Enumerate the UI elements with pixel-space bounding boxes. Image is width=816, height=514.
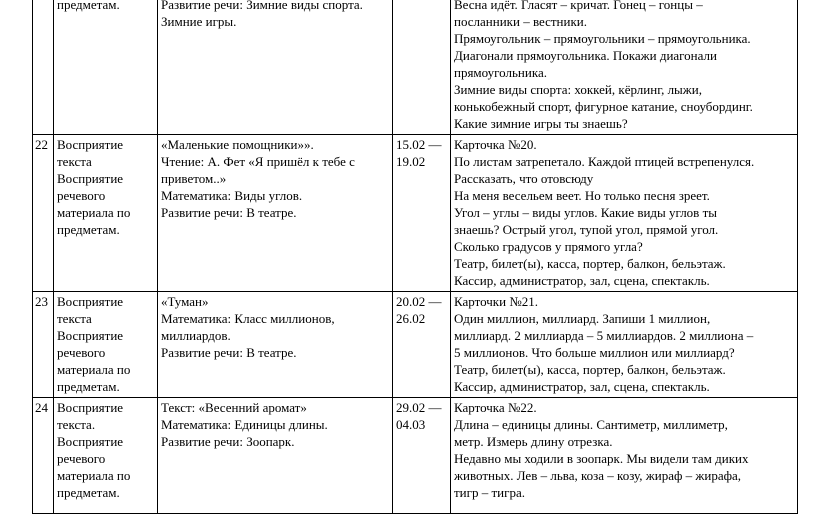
cell-line: речевого — [57, 188, 106, 203]
content-cell — [158, 398, 393, 514]
cell-line: 20.02 — — [396, 294, 442, 309]
cell-line: Прямоугольник – прямоугольники – прямоугольника. — [454, 31, 751, 46]
content-cell — [158, 135, 393, 292]
cell-line: Восприятие — [57, 171, 124, 186]
cell-line: речевого — [57, 451, 106, 466]
cell-line: текста. — [57, 417, 96, 432]
lesson-number-cell — [33, 398, 54, 514]
table-row — [33, 398, 798, 514]
cell-line: Недавно мы ходили в зоопарк. Мы видели там диких — [454, 451, 749, 466]
tasks-cell — [451, 292, 798, 398]
topic-cell — [54, 135, 158, 292]
cell-line: По листам затрепетало. Каждой птицей встрепенулся. — [454, 154, 755, 169]
cell-line: животных. Лев – льва, коза – козу, жираф – жирафа, — [454, 468, 742, 483]
cell-line: 5 миллионов. Что больше миллион или миллиард? — [454, 345, 735, 360]
date-cell — [393, 398, 451, 514]
table-row — [33, 135, 798, 292]
cell-line: посланники – вестники. — [454, 14, 587, 29]
tasks-cell — [451, 398, 798, 514]
cell-line: «Туман» — [161, 294, 209, 309]
cell-line: Диагонали прямоугольника. Покажи диагонали — [454, 48, 717, 63]
cell-line: миллиард. 2 миллиарда – 5 миллиардов. 2 миллиона – — [454, 328, 754, 343]
cell-line: предметам. — [57, 379, 120, 394]
lesson-number-cell — [33, 292, 54, 398]
cell-line: 19.02 — [396, 154, 426, 169]
lesson-plan-body — [33, 0, 798, 514]
cell-line: приветом..» — [161, 171, 227, 186]
cell-line: Зимние виды спорта: хоккей, кёрлинг, лыжи, — [454, 82, 702, 97]
cell-line: материала по — [57, 205, 131, 220]
cell-line: Восприятие — [57, 400, 124, 415]
cell-line: Развитие речи: Зоопарк. — [161, 434, 295, 449]
cell-line: Театр, билет(ы), касса, портер, балкон, бельэтаж. — [454, 256, 726, 271]
table-row — [33, 0, 798, 135]
cell-line: 26.02 — [396, 311, 426, 326]
cell-line: речевого — [57, 345, 106, 360]
cell-line: Математика: Единицы длины. — [161, 417, 328, 432]
date-cell — [393, 0, 451, 135]
cell-line: Весна идёт. Гласят – кричат. Гонец – гонцы – — [454, 0, 703, 12]
cell-line: Чтение: А. Фет «Я пришёл к тебе с — [161, 154, 355, 169]
cell-line: конькобежный спорт, фигурное катание, сноубординг. — [454, 99, 753, 114]
cell-line: Текст: «Весенний аромат» — [161, 400, 307, 415]
cell-line: Длина – единицы длины. Сантиметр, миллиметр, — [454, 417, 728, 432]
tasks-cell — [451, 135, 798, 292]
cell-line: Восприятие — [57, 294, 124, 309]
cell-line: Развитие речи: В театре. — [161, 205, 297, 220]
cell-text: 24 — [35, 400, 48, 415]
cell-line: текста — [57, 154, 92, 169]
cell-line: Зимние игры. — [161, 14, 237, 29]
topic-cell — [54, 0, 158, 135]
cell-line: Театр, билет(ы), касса, портер, балкон, бельэтаж. — [454, 362, 726, 377]
cell-line: предметам. — [57, 222, 120, 237]
content-cell — [158, 0, 393, 135]
lesson-plan-table — [32, 0, 798, 514]
cell-line: текста — [57, 311, 92, 326]
topic-cell — [54, 398, 158, 514]
tasks-cell — [451, 0, 798, 135]
cell-line: Карточки №21. — [454, 294, 538, 309]
cell-line: Развитие речи: В театре. — [161, 345, 297, 360]
cell-line: Математика: Виды углов. — [161, 188, 303, 203]
cell-line: предметам. — [57, 0, 120, 12]
cell-line: материала по — [57, 362, 131, 377]
cell-line: 15.02 — — [396, 137, 442, 152]
lesson-number-cell — [33, 0, 54, 135]
cell-line: Карточка №22. — [454, 400, 537, 415]
cell-line: знаешь? Острый угол, тупой угол, прямой угол. — [454, 222, 719, 237]
cell-line: 04.03 — [396, 417, 426, 432]
cell-line: На меня весельем веет. Но только песня зреет. — [454, 188, 710, 203]
cell-line: Кассир, администратор, зал, сцена, спектакль. — [454, 379, 710, 394]
date-cell — [393, 135, 451, 292]
content-cell — [158, 292, 393, 398]
cell-line: Кассир, администратор, зал, сцена, спектакль. — [454, 273, 710, 288]
cell-line: прямоугольника. — [454, 65, 547, 80]
topic-cell — [54, 292, 158, 398]
cell-line: Один миллион, миллиард. Запиши 1 миллион, — [454, 311, 711, 326]
cell-text: 22 — [35, 137, 48, 152]
cell-line: «Маленькие помощники»». — [161, 137, 314, 152]
cell-line: Математика: Класс миллионов, — [161, 311, 335, 326]
cell-line: 29.02 — — [396, 400, 442, 415]
cell-line: Восприятие — [57, 328, 124, 343]
cell-line: Развитие речи: Зимние виды спорта. — [161, 0, 363, 12]
lesson-number-cell — [33, 135, 54, 292]
cell-line: Рассказать, что отовсюду — [454, 171, 594, 186]
cell-line: Восприятие — [57, 137, 124, 152]
cell-line: тигр – тигра. — [454, 485, 525, 500]
table-row — [33, 292, 798, 398]
cell-line: Карточка №20. — [454, 137, 537, 152]
cell-line: миллиардов. — [161, 328, 231, 343]
cell-text: 23 — [35, 294, 48, 309]
cell-line: Угол – углы – виды углов. Какие виды углов ты — [454, 205, 717, 220]
cell-line: Какие зимние игры ты знаешь? — [454, 116, 628, 131]
date-cell — [393, 292, 451, 398]
cell-line: предметам. — [57, 485, 120, 500]
cell-line: Сколько градусов у прямого угла? — [454, 239, 643, 254]
cell-line: метр. Измерь длину отрезка. — [454, 434, 613, 449]
cell-line: материала по — [57, 468, 131, 483]
cell-line: Восприятие — [57, 434, 124, 449]
